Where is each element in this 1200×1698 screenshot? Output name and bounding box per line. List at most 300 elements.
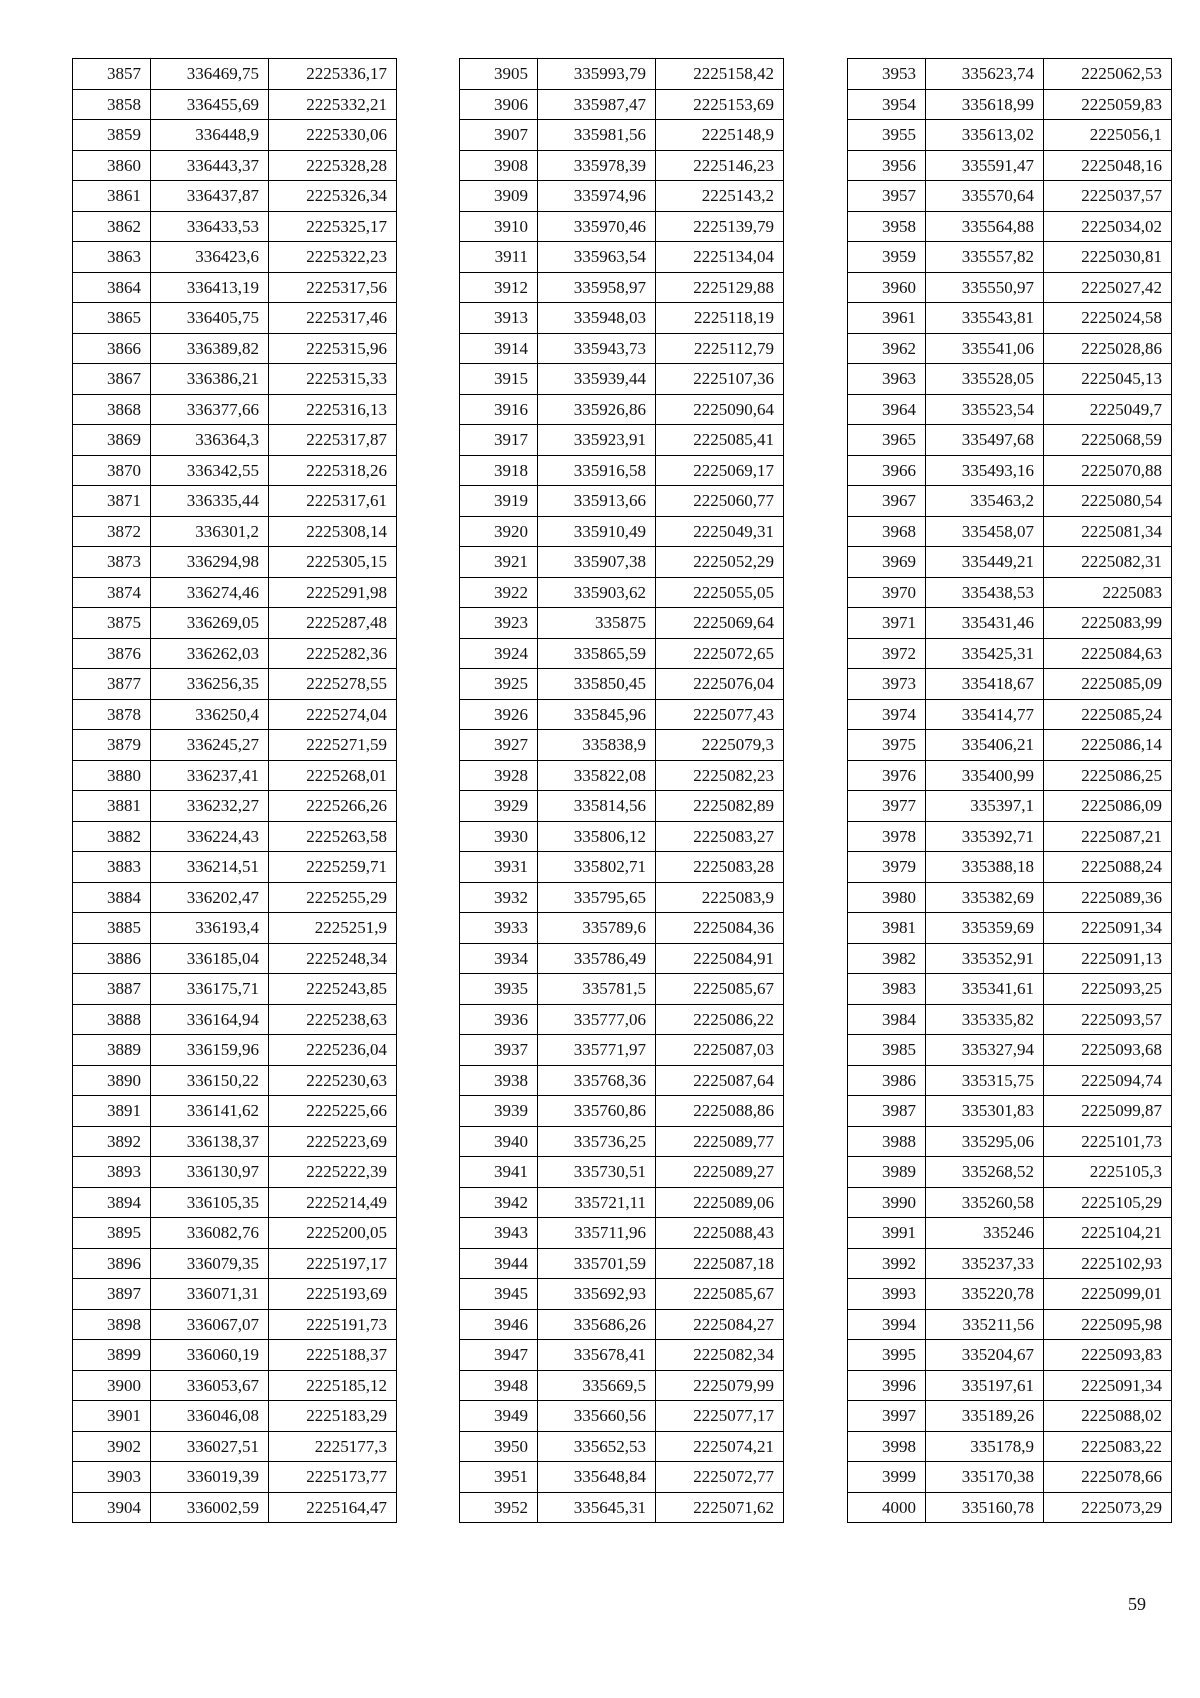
y-coordinate-cell: 2225082,89: [656, 791, 784, 822]
y-coordinate-cell: 2225315,33: [269, 364, 397, 395]
table-row: [460, 577, 784, 608]
x-coordinate-cell: 335570,64: [926, 181, 1044, 212]
y-coordinate-cell: 2225099,01: [1044, 1279, 1172, 1310]
x-coordinate-cell: 335418,67: [926, 669, 1044, 700]
point-number-cell: 3954: [848, 89, 926, 120]
coordinates-table-2: [459, 58, 784, 1523]
table-row: [848, 1096, 1172, 1127]
point-number-cell: 3940: [460, 1126, 538, 1157]
x-coordinate-cell: 335822,08: [538, 760, 656, 791]
x-coordinate-cell: 335981,56: [538, 120, 656, 151]
point-number-cell: 3906: [460, 89, 538, 120]
y-coordinate-cell: 2225173,77: [269, 1462, 397, 1493]
x-coordinate-cell: 335923,91: [538, 425, 656, 456]
y-coordinate-cell: 2225225,66: [269, 1096, 397, 1127]
table-row: [460, 1218, 784, 1249]
point-number-cell: 3978: [848, 821, 926, 852]
point-number-cell: 3990: [848, 1187, 926, 1218]
x-coordinate-cell: 336301,2: [151, 516, 269, 547]
point-number-cell: 3928: [460, 760, 538, 791]
table-row: [73, 943, 397, 974]
point-number-cell: 3912: [460, 272, 538, 303]
point-number-cell: 3891: [73, 1096, 151, 1127]
y-coordinate-cell: 2225077,43: [656, 699, 784, 730]
x-coordinate-cell: 335458,07: [926, 516, 1044, 547]
x-coordinate-cell: 336342,55: [151, 455, 269, 486]
table-row: [460, 303, 784, 334]
y-coordinate-cell: 2225088,02: [1044, 1401, 1172, 1432]
y-coordinate-cell: 2225085,67: [656, 1279, 784, 1310]
point-number-cell: 3997: [848, 1401, 926, 1432]
x-coordinate-cell: 335268,52: [926, 1157, 1044, 1188]
table-row: [73, 791, 397, 822]
y-coordinate-cell: 2225045,13: [1044, 364, 1172, 395]
table-row: [460, 1309, 784, 1340]
y-coordinate-cell: 2225230,63: [269, 1065, 397, 1096]
x-coordinate-cell: 336433,53: [151, 211, 269, 242]
table-row: [460, 760, 784, 791]
x-coordinate-cell: 335926,86: [538, 394, 656, 425]
table-row: [460, 1065, 784, 1096]
point-number-cell: 3915: [460, 364, 538, 395]
point-number-cell: 3868: [73, 394, 151, 425]
y-coordinate-cell: 2225248,34: [269, 943, 397, 974]
y-coordinate-cell: 2225086,22: [656, 1004, 784, 1035]
y-coordinate-cell: 2225052,29: [656, 547, 784, 578]
table-row: [73, 1065, 397, 1096]
y-coordinate-cell: 2225183,29: [269, 1401, 397, 1432]
table-row: [73, 59, 397, 90]
y-coordinate-cell: 2225134,04: [656, 242, 784, 273]
x-coordinate-cell: 335523,54: [926, 394, 1044, 425]
table-row: [848, 1462, 1172, 1493]
point-number-cell: 3919: [460, 486, 538, 517]
point-number-cell: 3924: [460, 638, 538, 669]
x-coordinate-cell: 335543,81: [926, 303, 1044, 334]
point-number-cell: 3922: [460, 577, 538, 608]
point-number-cell: 3958: [848, 211, 926, 242]
point-number-cell: 3911: [460, 242, 538, 273]
x-coordinate-cell: 335692,93: [538, 1279, 656, 1310]
point-number-cell: 3909: [460, 181, 538, 212]
x-coordinate-cell: 335557,82: [926, 242, 1044, 273]
point-number-cell: 3979: [848, 852, 926, 883]
table-row: [73, 150, 397, 181]
y-coordinate-cell: 2225118,19: [656, 303, 784, 334]
point-number-cell: 3937: [460, 1035, 538, 1066]
x-coordinate-cell: 336389,82: [151, 333, 269, 364]
x-coordinate-cell: 335768,36: [538, 1065, 656, 1096]
table-row: [460, 455, 784, 486]
y-coordinate-cell: 2225101,73: [1044, 1126, 1172, 1157]
table-row: [460, 242, 784, 273]
table-row: [73, 669, 397, 700]
x-coordinate-cell: 336250,4: [151, 699, 269, 730]
table-row: [460, 791, 784, 822]
x-coordinate-cell: 335564,88: [926, 211, 1044, 242]
x-coordinate-cell: 335382,69: [926, 882, 1044, 913]
x-coordinate-cell: 335993,79: [538, 59, 656, 90]
x-coordinate-cell: 336377,66: [151, 394, 269, 425]
y-coordinate-cell: 2225048,16: [1044, 150, 1172, 181]
point-number-cell: 3933: [460, 913, 538, 944]
y-coordinate-cell: 2225317,46: [269, 303, 397, 334]
x-coordinate-cell: 335591,47: [926, 150, 1044, 181]
y-coordinate-cell: 2225243,85: [269, 974, 397, 1005]
y-coordinate-cell: 2225146,23: [656, 150, 784, 181]
point-number-cell: 3938: [460, 1065, 538, 1096]
x-coordinate-cell: 335711,96: [538, 1218, 656, 1249]
y-coordinate-cell: 2225266,26: [269, 791, 397, 822]
table-row: [460, 1340, 784, 1371]
y-coordinate-cell: 2225084,91: [656, 943, 784, 974]
x-coordinate-cell: 335987,47: [538, 89, 656, 120]
table-row: [73, 1157, 397, 1188]
table-row: [460, 547, 784, 578]
table-row: [73, 394, 397, 425]
point-number-cell: 3987: [848, 1096, 926, 1127]
x-coordinate-cell: 336364,3: [151, 425, 269, 456]
x-coordinate-cell: 336175,71: [151, 974, 269, 1005]
x-coordinate-cell: 335686,26: [538, 1309, 656, 1340]
x-coordinate-cell: 335341,61: [926, 974, 1044, 1005]
point-number-cell: 3998: [848, 1431, 926, 1462]
point-number-cell: 3959: [848, 242, 926, 273]
point-number-cell: 3972: [848, 638, 926, 669]
y-coordinate-cell: 2225104,21: [1044, 1218, 1172, 1249]
point-number-cell: 4000: [848, 1492, 926, 1523]
point-number-cell: 3875: [73, 608, 151, 639]
table-row: [848, 1431, 1172, 1462]
table-row: [73, 242, 397, 273]
table-row: [460, 669, 784, 700]
y-coordinate-cell: 2225084,27: [656, 1309, 784, 1340]
x-coordinate-cell: 335204,67: [926, 1340, 1044, 1371]
table-row: [848, 333, 1172, 364]
table-row: [460, 120, 784, 151]
point-number-cell: 3916: [460, 394, 538, 425]
table-row: [460, 181, 784, 212]
point-number-cell: 3973: [848, 669, 926, 700]
y-coordinate-cell: 2225089,06: [656, 1187, 784, 1218]
table-row: [460, 943, 784, 974]
table-row: [73, 882, 397, 913]
y-coordinate-cell: 2225094,74: [1044, 1065, 1172, 1096]
x-coordinate-cell: 336455,69: [151, 89, 269, 120]
y-coordinate-cell: 2225093,68: [1044, 1035, 1172, 1066]
table-row: [848, 1187, 1172, 1218]
table-row: [460, 394, 784, 425]
point-number-cell: 3897: [73, 1279, 151, 1310]
y-coordinate-cell: 2225027,42: [1044, 272, 1172, 303]
table-row: [460, 974, 784, 1005]
y-coordinate-cell: 2225086,14: [1044, 730, 1172, 761]
point-number-cell: 3860: [73, 150, 151, 181]
y-coordinate-cell: 2225087,03: [656, 1035, 784, 1066]
point-number-cell: 3936: [460, 1004, 538, 1035]
table-row: [460, 59, 784, 90]
x-coordinate-cell: 335903,62: [538, 577, 656, 608]
point-number-cell: 3984: [848, 1004, 926, 1035]
y-coordinate-cell: 2225251,9: [269, 913, 397, 944]
x-coordinate-cell: 335802,71: [538, 852, 656, 883]
table-row: [460, 150, 784, 181]
table-row: [848, 364, 1172, 395]
point-number-cell: 3925: [460, 669, 538, 700]
point-number-cell: 3935: [460, 974, 538, 1005]
table-row: [848, 1157, 1172, 1188]
table-row: [848, 669, 1172, 700]
x-coordinate-cell: 336053,67: [151, 1370, 269, 1401]
table-row: [73, 1370, 397, 1401]
y-coordinate-cell: 2225336,17: [269, 59, 397, 90]
table-row: [73, 1218, 397, 1249]
y-coordinate-cell: 2225139,79: [656, 211, 784, 242]
point-number-cell: 3957: [848, 181, 926, 212]
point-number-cell: 3992: [848, 1248, 926, 1279]
table-row: [460, 821, 784, 852]
y-coordinate-cell: 2225073,29: [1044, 1492, 1172, 1523]
table-row: [73, 1096, 397, 1127]
y-coordinate-cell: 2225263,58: [269, 821, 397, 852]
table-row: [73, 699, 397, 730]
y-coordinate-cell: 2225282,36: [269, 638, 397, 669]
x-coordinate-cell: 335913,66: [538, 486, 656, 517]
point-number-cell: 3932: [460, 882, 538, 913]
x-coordinate-cell: 335352,91: [926, 943, 1044, 974]
y-coordinate-cell: 2225222,39: [269, 1157, 397, 1188]
table-row: [460, 1035, 784, 1066]
x-coordinate-cell: 336245,27: [151, 730, 269, 761]
y-coordinate-cell: 2225305,15: [269, 547, 397, 578]
y-coordinate-cell: 2225325,17: [269, 211, 397, 242]
point-number-cell: 3951: [460, 1462, 538, 1493]
x-coordinate-cell: 335760,86: [538, 1096, 656, 1127]
table-row: [73, 333, 397, 364]
x-coordinate-cell: 335806,12: [538, 821, 656, 852]
y-coordinate-cell: 2225084,36: [656, 913, 784, 944]
point-number-cell: 3955: [848, 120, 926, 151]
table-row: [848, 59, 1172, 90]
y-coordinate-cell: 2225083,22: [1044, 1431, 1172, 1462]
point-number-cell: 3993: [848, 1279, 926, 1310]
table-row: [460, 913, 784, 944]
x-coordinate-cell: 336185,04: [151, 943, 269, 974]
y-coordinate-cell: 2225091,34: [1044, 913, 1172, 944]
x-coordinate-cell: 336019,39: [151, 1462, 269, 1493]
x-coordinate-cell: 335406,21: [926, 730, 1044, 761]
x-coordinate-cell: 336237,41: [151, 760, 269, 791]
point-number-cell: 3913: [460, 303, 538, 334]
table-row: [848, 852, 1172, 883]
y-coordinate-cell: 2225236,04: [269, 1035, 397, 1066]
table-row: [73, 1492, 397, 1523]
y-coordinate-cell: 2225105,29: [1044, 1187, 1172, 1218]
y-coordinate-cell: 2225030,81: [1044, 242, 1172, 273]
x-coordinate-cell: 335541,06: [926, 333, 1044, 364]
y-coordinate-cell: 2225082,31: [1044, 547, 1172, 578]
table-row: [73, 89, 397, 120]
point-number-cell: 3889: [73, 1035, 151, 1066]
y-coordinate-cell: 2225082,23: [656, 760, 784, 791]
x-coordinate-cell: 335301,83: [926, 1096, 1044, 1127]
point-number-cell: 3969: [848, 547, 926, 578]
point-number-cell: 3863: [73, 242, 151, 273]
point-number-cell: 3963: [848, 364, 926, 395]
point-number-cell: 3888: [73, 1004, 151, 1035]
point-number-cell: 3974: [848, 699, 926, 730]
y-coordinate-cell: 2225089,36: [1044, 882, 1172, 913]
x-coordinate-cell: 335645,31: [538, 1492, 656, 1523]
point-number-cell: 3862: [73, 211, 151, 242]
point-number-cell: 3927: [460, 730, 538, 761]
point-number-cell: 3982: [848, 943, 926, 974]
y-coordinate-cell: 2225083: [1044, 577, 1172, 608]
x-coordinate-cell: 335910,49: [538, 516, 656, 547]
table-row: [73, 577, 397, 608]
table-row: [848, 821, 1172, 852]
point-number-cell: 3890: [73, 1065, 151, 1096]
x-coordinate-cell: 335449,21: [926, 547, 1044, 578]
table-row: [848, 913, 1172, 944]
y-coordinate-cell: 2225085,41: [656, 425, 784, 456]
y-coordinate-cell: 2225200,05: [269, 1218, 397, 1249]
y-coordinate-cell: 2225069,64: [656, 608, 784, 639]
table-row: [848, 242, 1172, 273]
y-coordinate-cell: 2225060,77: [656, 486, 784, 517]
table-row: [460, 89, 784, 120]
point-number-cell: 3950: [460, 1431, 538, 1462]
x-coordinate-cell: 336027,51: [151, 1431, 269, 1462]
y-coordinate-cell: 2225071,62: [656, 1492, 784, 1523]
y-coordinate-cell: 2225088,24: [1044, 852, 1172, 883]
point-number-cell: 3914: [460, 333, 538, 364]
y-coordinate-cell: 2225028,86: [1044, 333, 1172, 364]
y-coordinate-cell: 2225089,27: [656, 1157, 784, 1188]
point-number-cell: 3983: [848, 974, 926, 1005]
y-coordinate-cell: 2225072,65: [656, 638, 784, 669]
x-coordinate-cell: 335493,16: [926, 455, 1044, 486]
y-coordinate-cell: 2225089,77: [656, 1126, 784, 1157]
x-coordinate-cell: 335438,53: [926, 577, 1044, 608]
table-row: [73, 1340, 397, 1371]
y-coordinate-cell: 2225037,57: [1044, 181, 1172, 212]
table-row: [460, 1431, 784, 1462]
table-row: [73, 1126, 397, 1157]
table-row: [848, 1401, 1172, 1432]
point-number-cell: 3904: [73, 1492, 151, 1523]
x-coordinate-cell: 335295,06: [926, 1126, 1044, 1157]
point-number-cell: 3870: [73, 455, 151, 486]
x-coordinate-cell: 335963,54: [538, 242, 656, 273]
x-coordinate-cell: 336138,37: [151, 1126, 269, 1157]
x-coordinate-cell: 335771,97: [538, 1035, 656, 1066]
y-coordinate-cell: 2225259,71: [269, 852, 397, 883]
y-coordinate-cell: 2225287,48: [269, 608, 397, 639]
point-number-cell: 3879: [73, 730, 151, 761]
point-number-cell: 3857: [73, 59, 151, 90]
y-coordinate-cell: 2225107,36: [656, 364, 784, 395]
y-coordinate-cell: 2225079,3: [656, 730, 784, 761]
x-coordinate-cell: 335388,18: [926, 852, 1044, 883]
table-row: [73, 1431, 397, 1462]
table-row: [848, 1218, 1172, 1249]
y-coordinate-cell: 2225049,31: [656, 516, 784, 547]
table-row: [848, 699, 1172, 730]
point-number-cell: 3975: [848, 730, 926, 761]
y-coordinate-cell: 2225317,87: [269, 425, 397, 456]
y-coordinate-cell: 2225099,87: [1044, 1096, 1172, 1127]
point-number-cell: 3896: [73, 1248, 151, 1279]
point-number-cell: 3994: [848, 1309, 926, 1340]
y-coordinate-cell: 2225268,01: [269, 760, 397, 791]
x-coordinate-cell: 336224,43: [151, 821, 269, 852]
table-row: [73, 272, 397, 303]
point-number-cell: 3899: [73, 1340, 151, 1371]
table-row: [460, 699, 784, 730]
table-row: [460, 1187, 784, 1218]
table-row: [460, 1462, 784, 1493]
point-number-cell: 3878: [73, 699, 151, 730]
x-coordinate-cell: 335623,74: [926, 59, 1044, 90]
x-coordinate-cell: 335850,45: [538, 669, 656, 700]
point-number-cell: 3926: [460, 699, 538, 730]
point-number-cell: 3934: [460, 943, 538, 974]
point-number-cell: 3991: [848, 1218, 926, 1249]
point-number-cell: 3884: [73, 882, 151, 913]
x-coordinate-cell: 335978,39: [538, 150, 656, 181]
y-coordinate-cell: 2225317,61: [269, 486, 397, 517]
table-row: [460, 211, 784, 242]
table-row: [73, 852, 397, 883]
point-number-cell: 3861: [73, 181, 151, 212]
point-number-cell: 3887: [73, 974, 151, 1005]
x-coordinate-cell: 336413,19: [151, 272, 269, 303]
coordinates-table-1: [72, 58, 397, 1523]
x-coordinate-cell: 335237,33: [926, 1248, 1044, 1279]
table-row: [73, 1004, 397, 1035]
x-coordinate-cell: 336269,05: [151, 608, 269, 639]
y-coordinate-cell: 2225077,17: [656, 1401, 784, 1432]
point-number-cell: 3859: [73, 120, 151, 151]
point-number-cell: 3952: [460, 1492, 538, 1523]
y-coordinate-cell: 2225080,54: [1044, 486, 1172, 517]
x-coordinate-cell: 336164,94: [151, 1004, 269, 1035]
point-number-cell: 3986: [848, 1065, 926, 1096]
table-row: [73, 913, 397, 944]
point-number-cell: 3956: [848, 150, 926, 181]
point-number-cell: 3866: [73, 333, 151, 364]
point-number-cell: 3996: [848, 1370, 926, 1401]
y-coordinate-cell: 2225085,24: [1044, 699, 1172, 730]
x-coordinate-cell: 336067,07: [151, 1309, 269, 1340]
x-coordinate-cell: 335359,69: [926, 913, 1044, 944]
table-row: [460, 1096, 784, 1127]
x-coordinate-cell: 336159,96: [151, 1035, 269, 1066]
y-coordinate-cell: 2225318,26: [269, 455, 397, 486]
y-coordinate-cell: 2225291,98: [269, 577, 397, 608]
point-number-cell: 3960: [848, 272, 926, 303]
table-row: [460, 425, 784, 456]
table-row: [460, 1279, 784, 1310]
point-number-cell: 3965: [848, 425, 926, 456]
point-number-cell: 3962: [848, 333, 926, 364]
x-coordinate-cell: 336082,76: [151, 1218, 269, 1249]
x-coordinate-cell: 336130,97: [151, 1157, 269, 1188]
table-row: [848, 1370, 1172, 1401]
table-row: [73, 181, 397, 212]
y-coordinate-cell: 2225076,04: [656, 669, 784, 700]
